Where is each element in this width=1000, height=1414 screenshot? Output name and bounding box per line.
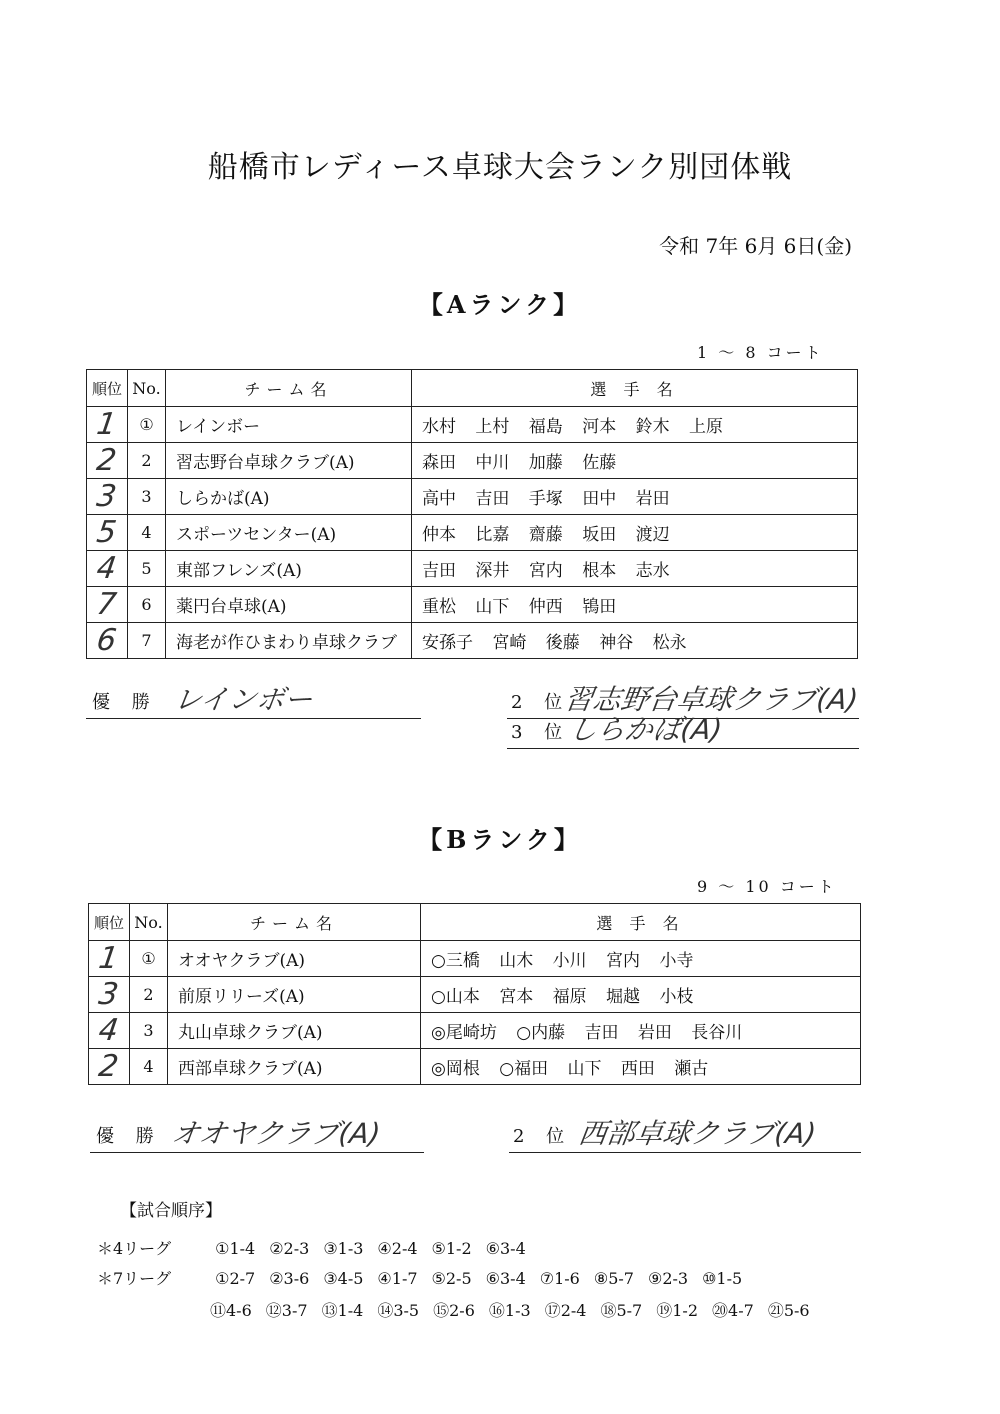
header-no: No.: [128, 370, 166, 407]
rank-cell: [89, 1049, 130, 1085]
match-item: ④1-7: [377, 1269, 418, 1288]
rank-a-heading: 【Aランク】: [418, 290, 582, 319]
league4-row: [97, 1236, 540, 1259]
rank-a-third-line: [507, 714, 859, 749]
match-item: ⑧5-7: [593, 1269, 634, 1288]
header-rank: 順位: [87, 370, 128, 407]
rank-b-court: 9 ～ 10 コート: [697, 877, 837, 896]
no-cell: ①: [128, 407, 166, 443]
league4-items: [215, 1239, 540, 1258]
table-row: [87, 443, 858, 479]
header-players: 選 手 名: [421, 904, 861, 941]
table-row: [87, 623, 858, 659]
table-header-row: [89, 904, 861, 941]
league7-items-line1: [215, 1269, 756, 1288]
match-item: ⑳4-7: [712, 1301, 754, 1320]
match-item: ⑥3-4: [485, 1269, 526, 1288]
event-date: 令和 7年 6月 6日(金): [659, 234, 852, 258]
match-item: ⑤1-2: [431, 1239, 472, 1258]
header-team: チーム名: [168, 904, 421, 941]
rank-cell: [87, 479, 128, 515]
players-cell: 高中 吉田 手塚 田中 岩田: [412, 479, 858, 515]
handwritten-rank: 4: [94, 551, 120, 586]
rank-cell: [87, 551, 128, 587]
second-label: 2 位: [513, 1126, 573, 1147]
match-item: ⑲1-2: [656, 1301, 699, 1320]
match-item: ③1-3: [323, 1239, 364, 1258]
team-cell: レインボー: [166, 407, 412, 443]
league7-items-line2: [210, 1301, 824, 1320]
players-cell: ◎岡根 ○福田 山下 西田 瀬古: [421, 1049, 861, 1085]
match-item: ⑦1-6: [539, 1269, 580, 1288]
no-cell: 5: [128, 551, 166, 587]
header-players: 選 手 名: [412, 370, 858, 407]
no-cell: 7: [128, 623, 166, 659]
table-row: [89, 1013, 861, 1049]
header-rank: 順位: [89, 904, 130, 941]
players-cell: 水村 上村 福島 河本 鈴木 上原: [412, 407, 858, 443]
handwritten-rank: 6: [94, 623, 120, 658]
handwritten-rank: 5: [94, 515, 120, 550]
match-item: ㉑5-6: [767, 1301, 810, 1320]
match-item: ⑪4-6: [210, 1301, 252, 1320]
team-cell: 西部卓球クラブ(A): [168, 1049, 421, 1085]
league7-label: ＊7リーグ: [97, 1269, 172, 1288]
handwritten-rank: 4: [96, 1013, 122, 1048]
match-order-heading: 【試合順序】: [120, 1201, 222, 1221]
players-cell: 安孫子 宮崎 後藤 神谷 松永: [412, 623, 858, 659]
table-row: [87, 515, 858, 551]
team-cell: 薬円台卓球(A): [166, 587, 412, 623]
rank-b-second: 西部卓球クラブ(A): [576, 1117, 819, 1150]
match-item: ①1-4: [215, 1239, 256, 1258]
no-cell: 4: [130, 1049, 168, 1085]
rank-b-second-line: [509, 1118, 861, 1153]
handwritten-rank: 1: [94, 407, 120, 442]
third-label: 3 位: [511, 722, 571, 743]
players-cell: ◎尾崎坊 ○内藤 吉田 岩田 長谷川: [421, 1013, 861, 1049]
table-row: [87, 479, 858, 515]
rank-cell: [89, 941, 130, 977]
table-row: [87, 551, 858, 587]
league7-row-2: [210, 1298, 824, 1321]
table-row: [89, 941, 861, 977]
league7-row: [97, 1266, 756, 1289]
table-row: [87, 587, 858, 623]
handwritten-rank: 3: [96, 977, 122, 1012]
rank-cell: [89, 1013, 130, 1049]
match-item: ④2-4: [377, 1239, 418, 1258]
no-cell: 4: [128, 515, 166, 551]
team-cell: 東部フレンズ(A): [166, 551, 412, 587]
handwritten-rank: 2: [94, 443, 120, 478]
no-cell: 3: [130, 1013, 168, 1049]
team-cell: オオヤクラブ(A): [168, 941, 421, 977]
no-cell: 2: [130, 977, 168, 1013]
match-item: ⑫3-7: [265, 1301, 308, 1320]
match-item: ②3-6: [269, 1269, 310, 1288]
match-item: ⑬1-4: [321, 1301, 364, 1320]
rank-cell: [87, 587, 128, 623]
rank-cell: [87, 443, 128, 479]
winner-label: 優 勝: [92, 692, 158, 713]
winner-label: 優 勝: [96, 1126, 162, 1147]
team-cell: 海老が作ひまわり卓球クラブ: [166, 623, 412, 659]
team-cell: 前原リリーズ(A): [168, 977, 421, 1013]
handwritten-rank: 3: [94, 479, 120, 514]
rank-a-table: [86, 369, 858, 659]
page-title: 船橋市レディース卓球大会ランク別団体戦: [207, 150, 793, 185]
team-cell: スポーツセンター(A): [166, 515, 412, 551]
table-header-row: [87, 370, 858, 407]
match-item: ①2-7: [215, 1269, 256, 1288]
rank-cell: [87, 407, 128, 443]
match-item: ⑩1-5: [702, 1269, 743, 1288]
handwritten-rank: 2: [96, 1049, 122, 1084]
rank-b-winner: オオヤクラブ(A): [169, 1117, 383, 1150]
table-row: [89, 977, 861, 1013]
team-cell: 習志野台卓球クラブ(A): [166, 443, 412, 479]
header-team: チーム名: [166, 370, 412, 407]
second-label: 2 位: [511, 692, 571, 713]
match-item: ⑨2-3: [647, 1269, 689, 1288]
match-item: ⑤2-5: [431, 1269, 472, 1288]
match-item: ⑰2-4: [544, 1301, 587, 1320]
rank-cell: [89, 977, 130, 1013]
players-cell: 仲本 比嘉 齋藤 坂田 渡辺: [412, 515, 858, 551]
match-item: ③4-5: [323, 1269, 364, 1288]
no-cell: 3: [128, 479, 166, 515]
rank-cell: [87, 623, 128, 659]
match-item: ⑥3-4: [485, 1239, 526, 1258]
match-item: ⑯1-3: [488, 1301, 531, 1320]
team-cell: しらかば(A): [166, 479, 412, 515]
handwritten-rank: 1: [96, 941, 122, 976]
match-item: ⑱5-7: [600, 1301, 643, 1320]
team-cell: 丸山卓球クラブ(A): [168, 1013, 421, 1049]
players-cell: 重松 山下 仲西 鴇田: [412, 587, 858, 623]
rank-a-court: 1 ～ 8 コート: [697, 343, 824, 362]
players-cell: ○山本 宮本 福原 堀越 小枝: [421, 977, 861, 1013]
table-row: [87, 407, 858, 443]
rank-a-third: しらかば(A): [566, 713, 725, 746]
table-row: [89, 1049, 861, 1085]
players-cell: 吉田 深井 宮内 根本 志水: [412, 551, 858, 587]
rank-b-table: [88, 903, 861, 1085]
players-cell: ○三橋 山木 小川 宮内 小寺: [421, 941, 861, 977]
league4-label: ＊4リーグ: [97, 1239, 172, 1258]
no-cell: ①: [130, 941, 168, 977]
rank-a-winner: レインボー: [171, 683, 315, 716]
rank-b-winner-line: [90, 1118, 424, 1153]
rank-a-winner-line: [86, 684, 421, 719]
players-cell: 森田 中川 加藤 佐藤: [412, 443, 858, 479]
match-item: ⑭3-5: [377, 1301, 420, 1320]
match-item: ⑮2-6: [433, 1301, 475, 1320]
rank-a-second: 習志野台卓球クラブ(A): [562, 683, 861, 716]
no-cell: 2: [128, 443, 166, 479]
rank-b-heading: 【Bランク】: [418, 825, 582, 854]
rank-cell: [87, 515, 128, 551]
handwritten-rank: 7: [94, 587, 120, 622]
match-item: ②2-3: [269, 1239, 310, 1258]
no-cell: 6: [128, 587, 166, 623]
header-no: No.: [130, 904, 168, 941]
